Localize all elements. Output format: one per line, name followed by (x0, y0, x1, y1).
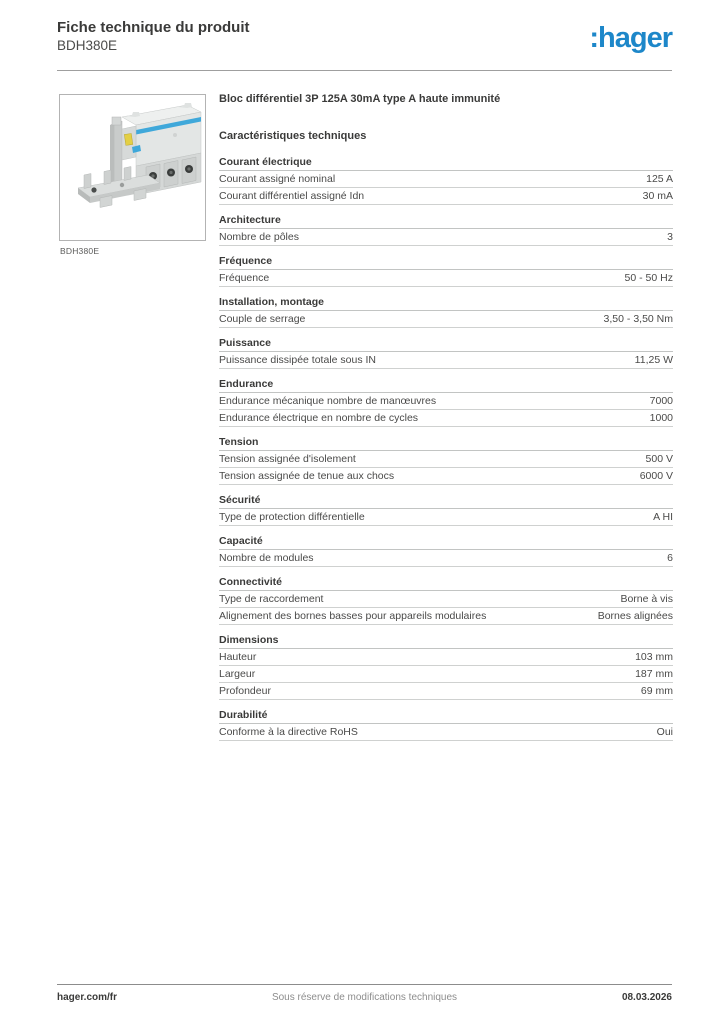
spec-row (219, 410, 673, 427)
spec-section (219, 709, 673, 741)
footer-date: 08.03.2026 (621, 992, 672, 1003)
spec-label: Courant différentiel assigné Idn (219, 190, 365, 203)
spec-row (219, 270, 673, 287)
spec-section (219, 494, 673, 526)
product-description-title: Bloc différentiel 3P 125A 30mA type A haute immunité (219, 93, 501, 105)
product-image-caption: BDH380E (60, 246, 100, 256)
spec-row (219, 591, 673, 608)
spec-section (219, 634, 673, 700)
spec-section-title: Capacité (219, 535, 673, 550)
spec-label: Nombre de pôles (219, 231, 299, 244)
spec-value: 103 mm (635, 651, 673, 664)
spec-section-title: Connectivité (219, 576, 673, 591)
spec-row (219, 608, 673, 625)
spec-label: Couple de serrage (219, 313, 306, 326)
spec-label: Largeur (219, 668, 256, 681)
spec-row (219, 468, 673, 485)
spec-row (219, 229, 673, 246)
spec-label: Endurance mécanique nombre de manœuvres (219, 395, 437, 408)
spec-label: Nombre de modules (219, 552, 314, 565)
spec-section-title: Installation, montage (219, 296, 673, 311)
spec-section-title: Tension (219, 436, 673, 451)
spec-label: Tension assignée d'isolement (219, 453, 356, 466)
spec-section-title: Durabilité (219, 709, 673, 724)
specs-column (219, 93, 673, 750)
spec-row (219, 311, 673, 328)
spec-label: Hauteur (219, 651, 257, 664)
spec-row (219, 451, 673, 468)
spec-section (219, 156, 673, 205)
spec-value: 500 V (645, 453, 673, 466)
spec-row (219, 649, 673, 666)
spec-value: 30 mA (642, 190, 673, 203)
footer-disclaimer: Sous réserve de modifications techniques (271, 992, 458, 1003)
spec-value: 6 (667, 552, 673, 565)
spec-label: Endurance électrique en nombre de cycles (219, 412, 419, 425)
spec-label: Conforme à la directive RoHS (219, 726, 358, 739)
spec-label: Puissance dissipée totale sous IN (219, 354, 377, 367)
spec-value: 3 (667, 231, 673, 244)
spec-value: 6000 V (639, 470, 673, 483)
spec-label: Courant assigné nominal (219, 173, 336, 186)
page-title: Fiche technique du produit (57, 19, 250, 36)
spec-value: 50 - 50 Hz (624, 272, 673, 285)
spec-section-title: Architecture (219, 214, 673, 229)
spec-section-title: Sécurité (219, 494, 673, 509)
spec-row (219, 666, 673, 683)
spec-label: Type de raccordement (219, 593, 324, 606)
spec-section (219, 535, 673, 567)
hager-logo: :hager (589, 22, 672, 54)
header-divider (57, 70, 672, 71)
spec-section-title: Courant électrique (219, 156, 673, 171)
footer-website: hager.com/fr (57, 992, 118, 1003)
spec-row (219, 509, 673, 526)
spec-row (219, 393, 673, 410)
spec-value: Borne à vis (620, 593, 673, 606)
product-image-box (59, 94, 206, 241)
spec-section-title: Dimensions (219, 634, 673, 649)
spec-label: Profondeur (219, 685, 271, 698)
spec-label: Fréquence (219, 272, 270, 285)
spec-value: 69 mm (640, 685, 673, 698)
spec-sections (219, 156, 673, 741)
spec-label: Alignement des bornes basses pour appareils modulaires (219, 610, 487, 623)
spec-value: 1000 (649, 412, 673, 425)
spec-value: A HI (653, 511, 673, 524)
spec-section (219, 337, 673, 369)
circuit-breaker-product-image (60, 95, 205, 240)
technical-characteristics-heading: Caractéristiques techniques (219, 130, 367, 143)
spec-row (219, 352, 673, 369)
spec-value: Bornes alignées (597, 610, 673, 623)
spec-section (219, 214, 673, 246)
spec-row (219, 724, 673, 741)
spec-section (219, 378, 673, 427)
spec-value: 11,25 W (634, 354, 673, 367)
spec-section (219, 436, 673, 485)
spec-row (219, 188, 673, 205)
spec-row (219, 171, 673, 188)
spec-section (219, 576, 673, 625)
product-code: BDH380E (57, 38, 118, 53)
spec-row (219, 550, 673, 567)
spec-label: Type de protection différentielle (219, 511, 365, 524)
spec-value: 125 A (646, 173, 673, 186)
spec-value: Oui (656, 726, 673, 739)
spec-row (219, 683, 673, 700)
spec-label: Tension assignée de tenue aux chocs (219, 470, 395, 483)
spec-section (219, 296, 673, 328)
spec-section-title: Puissance (219, 337, 673, 352)
spec-section-title: Endurance (219, 378, 673, 393)
spec-value: 7000 (649, 395, 673, 408)
spec-section-title: Fréquence (219, 255, 673, 270)
spec-value: 187 mm (635, 668, 673, 681)
spec-value: 3,50 - 3,50 Nm (603, 313, 673, 326)
spec-section (219, 255, 673, 287)
footer-divider (57, 984, 672, 985)
